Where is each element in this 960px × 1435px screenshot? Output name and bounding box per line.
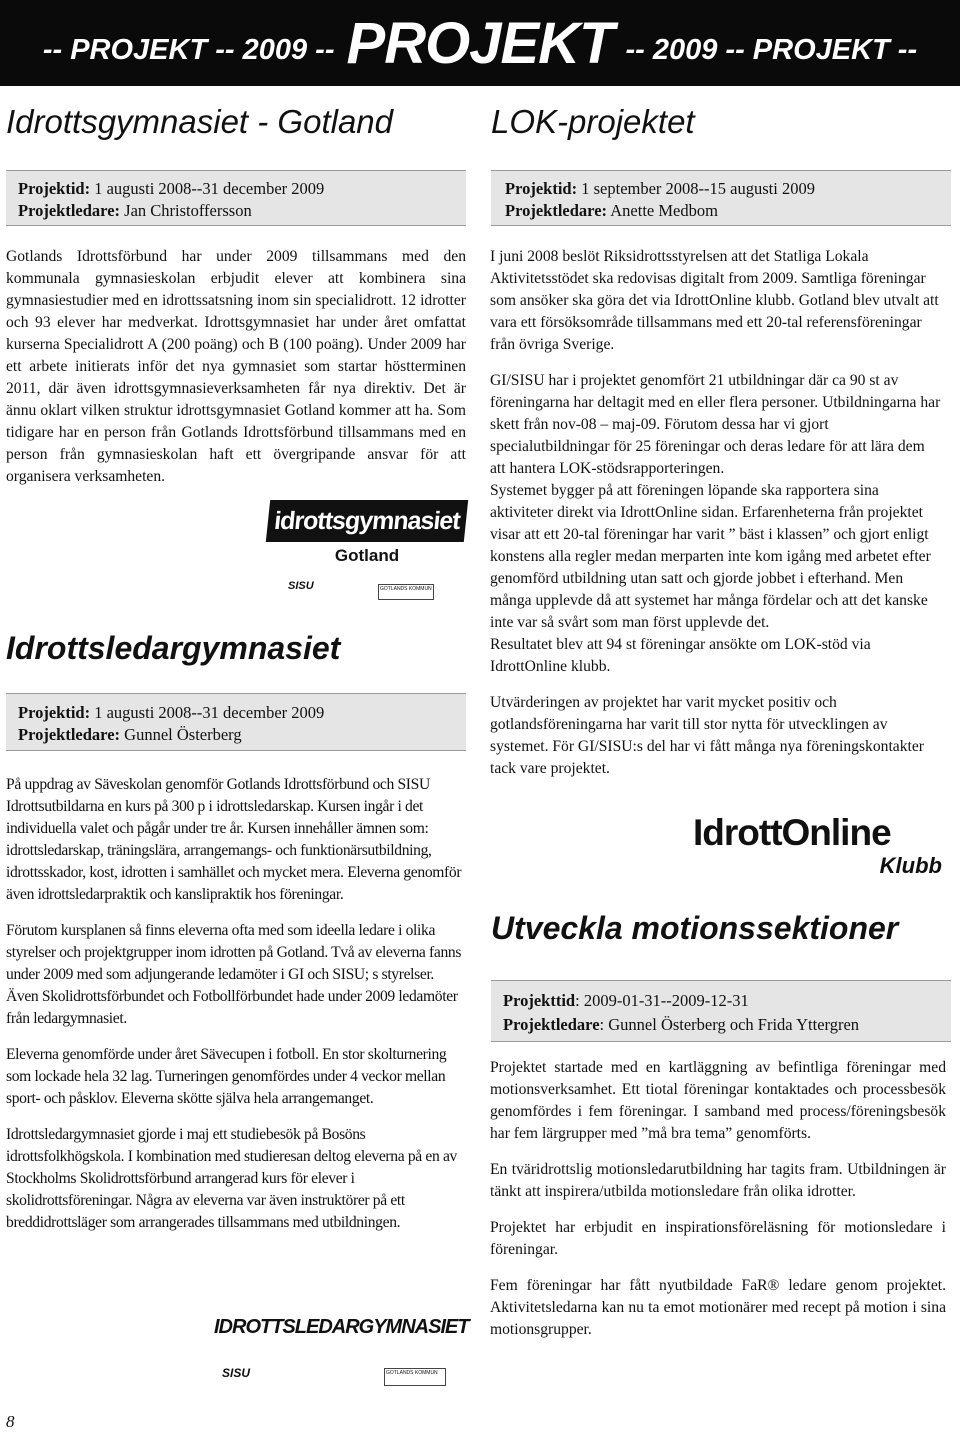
project-id-label: Projektid: (18, 179, 91, 198)
section-body-idrottsledargymnasiet (6, 774, 466, 1234)
body-paragraph: Idrottsledargymnasiet gjorde i maj ett studiebesök på Bosöns idrottsfolkhögskola. I kombination med studieresan deltog eleverna på en av Stockholms Skolidrottsförbund arrangerad kurs för elever i skolidrottsföreningar. Några av eleverna var även instruktörer på ett breddidrottsläger som arrangerades tillsammans med utbildningen. (6, 1126, 457, 1231)
project-leader-value: : Gunnel Österberg och Frida Yttergren (599, 1015, 860, 1034)
project-leader-value: Gunnel Österberg (124, 725, 242, 744)
project-leader-value: Jan Christoffersson (124, 201, 252, 220)
banner-right-text: -- 2009 -- PROJEKT -- (625, 33, 918, 66)
project-info-box-idrottsgymnasiet (6, 170, 466, 226)
project-id-value: : 2009-01-31--2009-12-31 (575, 991, 749, 1010)
sisu-logo: SISU (222, 1366, 251, 1380)
project-id-value: 1 augusti 2008--31 december 2009 (94, 179, 325, 198)
project-info-box-idrottsledargymnasiet (6, 693, 466, 751)
region-logo: GOTLANDS KOMMUN (378, 584, 434, 600)
project-leader-label: Projektledare (503, 1015, 600, 1034)
project-leader-label: Projektledare: (18, 201, 121, 220)
region-logo: GOTLANDS KOMMUN (384, 1368, 446, 1386)
project-leader-row (18, 200, 466, 222)
project-leader-row (503, 1013, 951, 1037)
logo-wordmark: idrottsgymnasiet (266, 500, 468, 542)
section-title-idrottsgymnasiet: Idrottsgymnasiet - Gotland (6, 103, 394, 140)
sisu-logo: SISU (288, 580, 314, 592)
logo-subtitle: Gotland (334, 546, 400, 565)
logo-wordmark: IdrottOnline (693, 812, 891, 853)
logo-subtitle: Klubb (879, 853, 942, 878)
project-id-row (503, 989, 951, 1013)
project-leader-row (505, 200, 951, 222)
page-number: 8 (6, 1412, 15, 1431)
project-leader-value: Anette Medbom (610, 201, 718, 220)
body-paragraph: Förutom kursplanen så finns eleverna ofta med som ideella ledare i olika styrelser och projektgrupper inom idrotten på Gotland. Två av eleverna fanns under 2009 med som adjungerande ledamöter i GI och SISU; s styrelser. Även Skolidrottsförbundet och Fotbollförbundet hade under 2009 ledamöter från ledargymnasiet. (6, 922, 462, 1027)
project-info-box-lok-projektet (491, 170, 951, 226)
section-body-lok-projektet (490, 246, 942, 780)
project-info-box-motionssektioner (491, 980, 951, 1042)
body-paragraph: Utvärderingen av projektet har varit mycket positiv och gotlandsföreningarna har varit till stor nytta för utvecklingen av systemet. För GI/SISU:s del har vi fått många nya föreningskontakter tack vare projektet. (490, 694, 924, 777)
project-id-row (505, 178, 951, 200)
body-paragraph: På uppdrag av Säveskolan genomför Gotlands Idrottsförbund och SISU Idrottsutbildarna en kurs på 300 p i idrottsledarskap. Kursen ingår i det individuella valet och pågår under tre år. Kursen innehåller ämnen som: idrottsledarskap, träningslära, arrangemangs- och funktionärsutbildning, idrottsskador, kost, idrotten i samhället och mycket mera. Eleverna genomför även idrottsledarpraktik och kanslipraktik hos föreningar. (6, 776, 462, 903)
body-paragraph: Fem föreningar har fått nyutbildade FaR® ledare genom projektet. Aktivitetsledarna kan nu ta emot motionärer med recept på motion i sina motionsgrupper. (490, 1277, 946, 1338)
body-paragraph: En tväridrottslig motionsledarutbildning har tagits fram. Utbildningen är tänkt att inspirera/utbilda motionsledare från olika idrotter. (490, 1161, 946, 1200)
body-paragraph: Projektet har erbjudit en inspirationsföreläsning för motionsledare i föreningar. (490, 1219, 946, 1258)
section-title-lok-projektet: LOK-projektet (491, 103, 695, 140)
project-id-value: 1 augusti 2008--31 december 2009 (94, 703, 325, 722)
idrottsledargymnasiet-logo (214, 1310, 469, 1410)
project-leader-label: Projektledare: (505, 201, 608, 220)
project-leader-row (18, 724, 466, 746)
section-body-motionssektioner (490, 1057, 946, 1341)
section-title-motionssektioner: Utveckla motionssektioner (491, 910, 899, 946)
project-id-value: 1 september 2008--15 augusti 2009 (581, 179, 815, 198)
project-id-label: Projekttid (503, 991, 576, 1010)
banner-left-text: -- PROJEKT -- 2009 -- (42, 33, 335, 66)
section-title-idrottsledargymnasiet: Idrottsledargymnasiet (6, 630, 341, 666)
idrottsgymnasiet-logo (268, 500, 466, 610)
body-paragraph: Gotlands Idrottsförbund har under 2009 tillsammans med den kommunala gymnasieskolan erbjudit elever att kombinera sina gymnasiestudier med en idrottssatsning inom sin specialidrott. 12 idrotter och 93 elever har medverkat. Idrottsgymnasiet har under året omfattat kurserna Specialidrott A (200 poäng) och B (100 poäng). Under 2009 har ett arbete initierats inför det nya gymnasiet som startar höstterminen 2011, där även idrottsgymnasieverksamheten får nya direktiv. Det är ännu oklart vilken struktur idrottsgymnasiet Gotland kommer att ha. Som tidigare har en person från Gotlands Idrottsförbund tillsammans med en person från gymnasieskolan haft ett övergripande ansvar för att organisera verksamheten. (6, 248, 466, 485)
banner-center-text: PROJEKT (346, 10, 614, 76)
project-id-row (18, 178, 466, 200)
body-paragraph: Eleverna genomförde under året Sävecupen i fotboll. En stor skolturnering som lockade hela 32 lag. Turneringen genomfördes under 4 veckor mellan sport- och påsklov. Eleverna skötte själva hela arrangemanget. (6, 1046, 447, 1107)
page-banner (0, 0, 960, 86)
idrottonline-logo (693, 813, 948, 883)
body-paragraph: I juni 2008 beslöt Riksidrottsstyrelsen att det Statliga Lokala Aktivitetsstödet ska redovisas digitalt from 2009. Samtliga föreningar som ansöker ska göra det via IdrottOnline klubb. Gotland blev utvalt att vara ett försöksområde tillsammans med ett 20-tal referensföreningar från övriga Sverige. (490, 248, 939, 353)
project-id-label: Projektid: (18, 703, 91, 722)
section-body-idrottsgymnasiet (6, 246, 466, 488)
logo-wordmark: IDROTTSLEDARGYMNASIET (214, 1316, 469, 1338)
project-id-label: Projektid: (505, 179, 578, 198)
body-paragraph: GI/SISU har i projektet genomfört 21 utbildningar där ca 90 st av föreningarna har deltagit med en eller flera personer. Utbildningarna har skett från nov-08 – maj-09. Förutom dessa har vi gjort specialutbildningar för 25 föreningar och deras ledare för att lära dem att hantera LOK-stödsrapporteringen. Systemet bygger på att föreningen löpande ska rapportera sina aktiviteter direkt via IdrottOnline sidan. Erfarenheterna från projektet visar att ett 20-tal föreningar har varit ” bäst i klassen” och gjort enligt konstens alla regler medan merparten inte kom igång med arbetet efter genomförd utbildning utan satt och gjorde jobbet i efterhand. Men många upplevde då att systemet har många fördelar och att det kanske inte var så svårt som man först upplevde det. Resultatet blev att 94 st föreningar ansökte om LOK-stöd via IdrottOnline klubb. (490, 372, 941, 675)
project-leader-label: Projektledare: (18, 725, 121, 744)
project-id-row (18, 702, 466, 724)
body-paragraph: Projektet startade med en kartläggning av befintliga föreningar med motionsverksamhet. Ett tiotal föreningar kontaktades och processbesök genomfördes i fem föreningar. I samband med process/föreningsbesök har fem lärgrupper med ”må bra tema” genomförts. (490, 1059, 946, 1142)
